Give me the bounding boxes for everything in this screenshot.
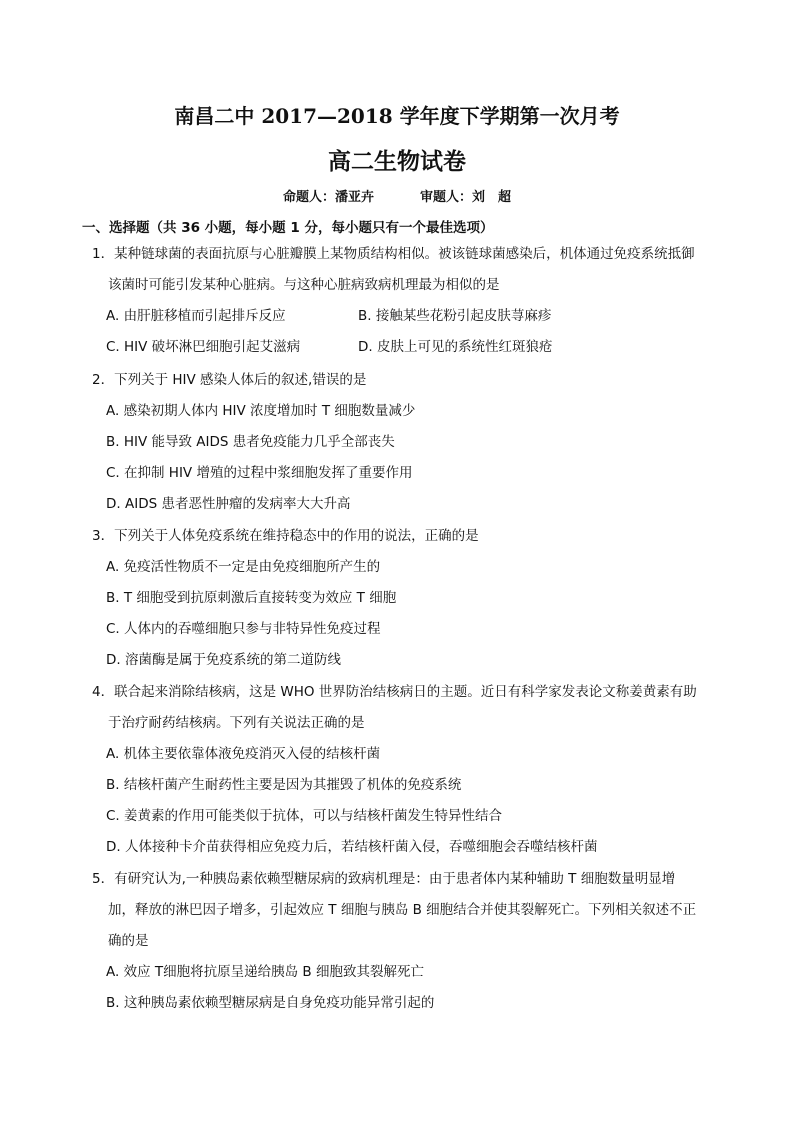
option-b: B. 这种胰岛素依赖型糖尿病是自身免疫功能异常引起的 bbox=[106, 995, 435, 1011]
author-line bbox=[0, 186, 794, 205]
reviewer: 审题人：刘 超 bbox=[420, 190, 512, 205]
option-b: B. T 细胞受到抗原刺激后直接转变为效应 T 细胞 bbox=[106, 590, 397, 606]
question-2 bbox=[92, 365, 702, 520]
option-a: A. 感染初期人体内 HIV 浓度增加时 T 细胞数量减少 bbox=[106, 403, 416, 419]
option-b: B. 结核杆菌产生耐药性主要是因为其摧毁了机体的免疫系统 bbox=[106, 777, 462, 793]
option-a: A. 机体主要依靠体液免疫消灭入侵的结核杆菌 bbox=[106, 746, 381, 762]
question-1 bbox=[92, 239, 702, 363]
question-stem: 2．下列关于 HIV 感染人体后的叙述,错误的是 bbox=[92, 372, 367, 388]
question-stem: 3．下列关于人体免疫系统在维持稳态中的作用的说法，正确的是 bbox=[92, 528, 479, 544]
question-stem: 5．有研究认为,一种胰岛素依赖型糖尿病的致病机理是：由于患者体内某种辅助 T 细胞数量明显增加，释放的淋巴因子增多，引起效应 T 细胞与胰岛 B 细胞结合并使其裂解死亡。下列相关叙述不正确的是 bbox=[92, 871, 697, 949]
question-stem: 4．联合起来消除结核病，这是 WHO 世界防治结核病日的主题。近日有科学家发表论文称姜黄素有助于治疗耐药结核病。下列有关说法正确的是 bbox=[92, 684, 697, 731]
option-c: C. 姜黄素的作用可能类似于抗体，可以与结核杆菌发生特异性结合 bbox=[106, 808, 503, 824]
option-d: D. 皮肤上可见的系统性红斑狼疮 bbox=[358, 339, 553, 355]
section-heading: 一、选择题（共 36 小题，每小题 1 分，每小题只有一个最佳选项） bbox=[82, 220, 494, 236]
question-3 bbox=[92, 521, 702, 676]
option-row bbox=[106, 301, 702, 332]
exam-title: 南昌二中 2017—2018 学年度下学期第一次月考 bbox=[174, 104, 620, 128]
author: 命题人：潘亚卉 bbox=[282, 190, 374, 205]
option-d: D. 人体接种卡介苗获得相应免疫力后，若结核杆菌入侵，吞噬细胞会吞噬结核杆菌 bbox=[106, 839, 598, 855]
option-row bbox=[106, 332, 702, 363]
option-a: A. 由肝脏移植而引起排斥反应 bbox=[106, 308, 286, 324]
question-5 bbox=[92, 864, 702, 1019]
option-c: C. 人体内的吞噬细胞只参与非特异性免疫过程 bbox=[106, 621, 381, 637]
option-b: B. 接触某些花粉引起皮肤荨麻疹 bbox=[358, 308, 552, 324]
option-b: B. HIV 能导致 AIDS 患者免疫能力几乎全部丧失 bbox=[106, 434, 395, 450]
option-d: D. AIDS 患者恶性肿瘤的发病率大大升高 bbox=[106, 496, 351, 512]
question-4 bbox=[92, 677, 702, 863]
option-c: C. HIV 破坏淋巴细胞引起艾滋病 bbox=[106, 339, 301, 355]
option-a: A. 效应 T细胞将抗原呈递给胰岛 B 细胞致其裂解死亡 bbox=[106, 964, 424, 980]
option-a: A. 免疫活性物质不一定是由免疫细胞所产生的 bbox=[106, 559, 381, 575]
option-c: C. 在抑制 HIV 增殖的过程中浆细胞发挥了重要作用 bbox=[106, 465, 413, 481]
option-d: D. 溶菌酶是属于免疫系统的第二道防线 bbox=[106, 652, 341, 668]
question-stem: 1．某种链球菌的表面抗原与心脏瓣膜上某物质结构相似。被该链球菌感染后，机体通过免疫系统抵御该菌时可能引发某种心脏病。与这种心脏病致病机理最为相似的是 bbox=[92, 246, 695, 293]
exam-subtitle: 高二生物试卷 bbox=[328, 148, 466, 175]
